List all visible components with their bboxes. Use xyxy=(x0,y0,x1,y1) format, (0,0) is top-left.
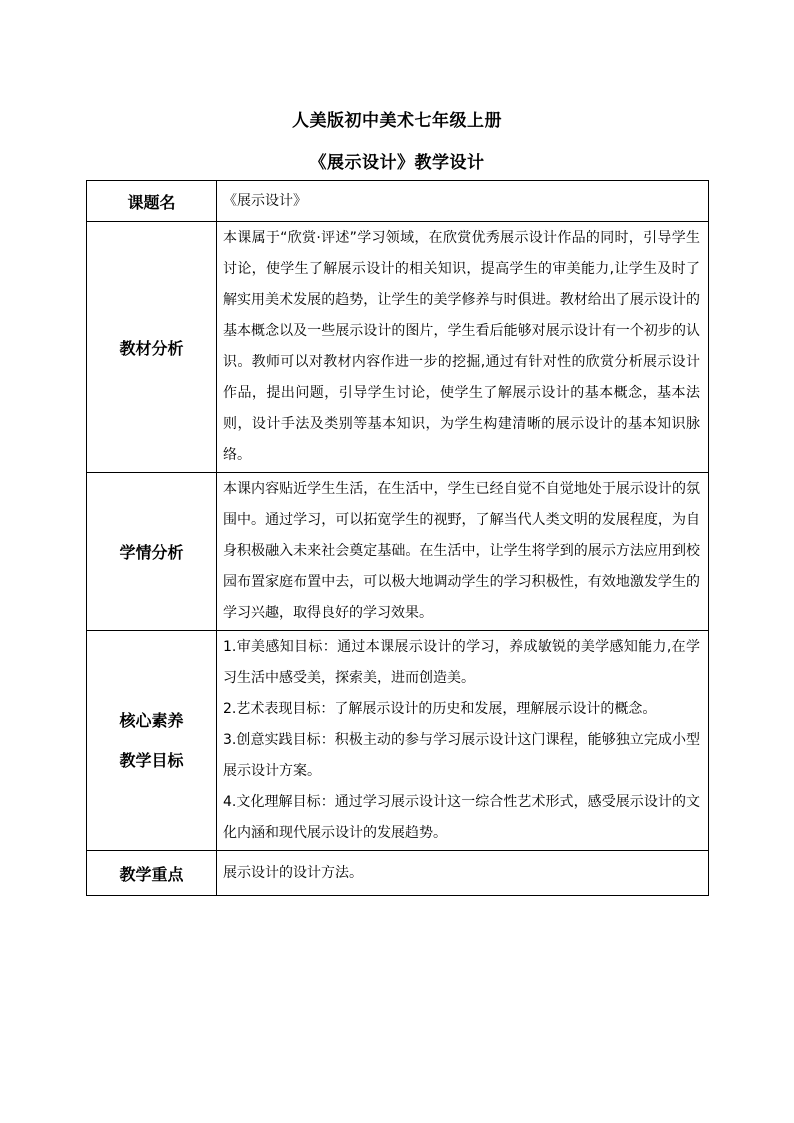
goal-item: 4.文化理解目标：通过学习展示设计这一综合性艺术形式，感受展示设计的文化内涵和现代展示设计的发展趋势。 xyxy=(223,794,700,841)
goal-item: 1.审美感知目标：通过本课展示设计的学习，养成敏锐的美学感知能力,在学习生活中感受美，探索美，进而创造美。 xyxy=(223,639,700,686)
goal-item: 3.创意实践目标：积极主动的参与学习展示设计这门课程，能够独立完成小型展示设计方案。 xyxy=(223,732,700,779)
document-subtitle: 《展示设计》教学设计 xyxy=(309,153,485,173)
table-row-core-goals xyxy=(87,631,709,851)
content-student-analysis xyxy=(217,473,709,631)
goal-item: 2.艺术表现目标：了解展示设计的历史和发展，理解展示设计的概念。 xyxy=(223,701,657,717)
paragraph: 本课属于“欣赏·评述”学习领域，在欣赏优秀展示设计作品的同时，引导学生讨论，使学生了解展示设计的相关知识，提高学生的审美能力,让学生及时了解实用美术发展的趋势，让学生的美学修养与时俱进。教材给出了展示设计的基本概念以及一些展示设计的图片，学生看后能够对展示设计有一个初步的认识。教师可以对教材内容作进一步的挖掘,通过有针对性的欣赏分析展示设计作品，提出问题，引导学生讨论，使学生了解展示设计的基本概念，基本法则，设计手法及类别等基本知识，为学生构建清晰的展示设计的基本知识脉络。 xyxy=(223,230,700,463)
content-textbook-analysis xyxy=(217,222,709,473)
label-core-goals xyxy=(87,631,217,851)
table-row-topic xyxy=(87,181,709,222)
label-line-1: 核心素养 xyxy=(119,710,184,730)
content-core-goals xyxy=(217,631,709,851)
paragraph: 本课内容贴近学生生活，在生活中，学生已经自觉不自觉地处于展示设计的氛围中。通过学习，可以拓宽学生的视野，了解当代人类文明的发展程度，为自身积极融入未来社会奠定基础。在生活中，让学生将学到的展示方法应用到校园布置家庭布置中去，可以极大地调动学生的学习积极性，有效地激发学生的学习兴趣，取得良好的学习效果。 xyxy=(223,481,700,621)
content-key-point: 展示设计的设计方法。 xyxy=(217,851,709,896)
label-student-analysis: 学情分析 xyxy=(87,473,217,631)
content-topic: 《展示设计》 xyxy=(217,181,709,222)
table-row-textbook-analysis xyxy=(87,222,709,473)
label-line-2: 教学目标 xyxy=(119,750,184,770)
table-row-student-analysis xyxy=(87,473,709,631)
document-title: 人美版初中美术七年级上册 xyxy=(292,111,502,131)
label-textbook-analysis: 教材分析 xyxy=(87,222,217,473)
table-row-key-point xyxy=(87,851,709,896)
label-topic: 课题名 xyxy=(87,181,217,222)
label-key-point: 教学重点 xyxy=(87,851,217,896)
lesson-plan-table xyxy=(86,180,709,896)
